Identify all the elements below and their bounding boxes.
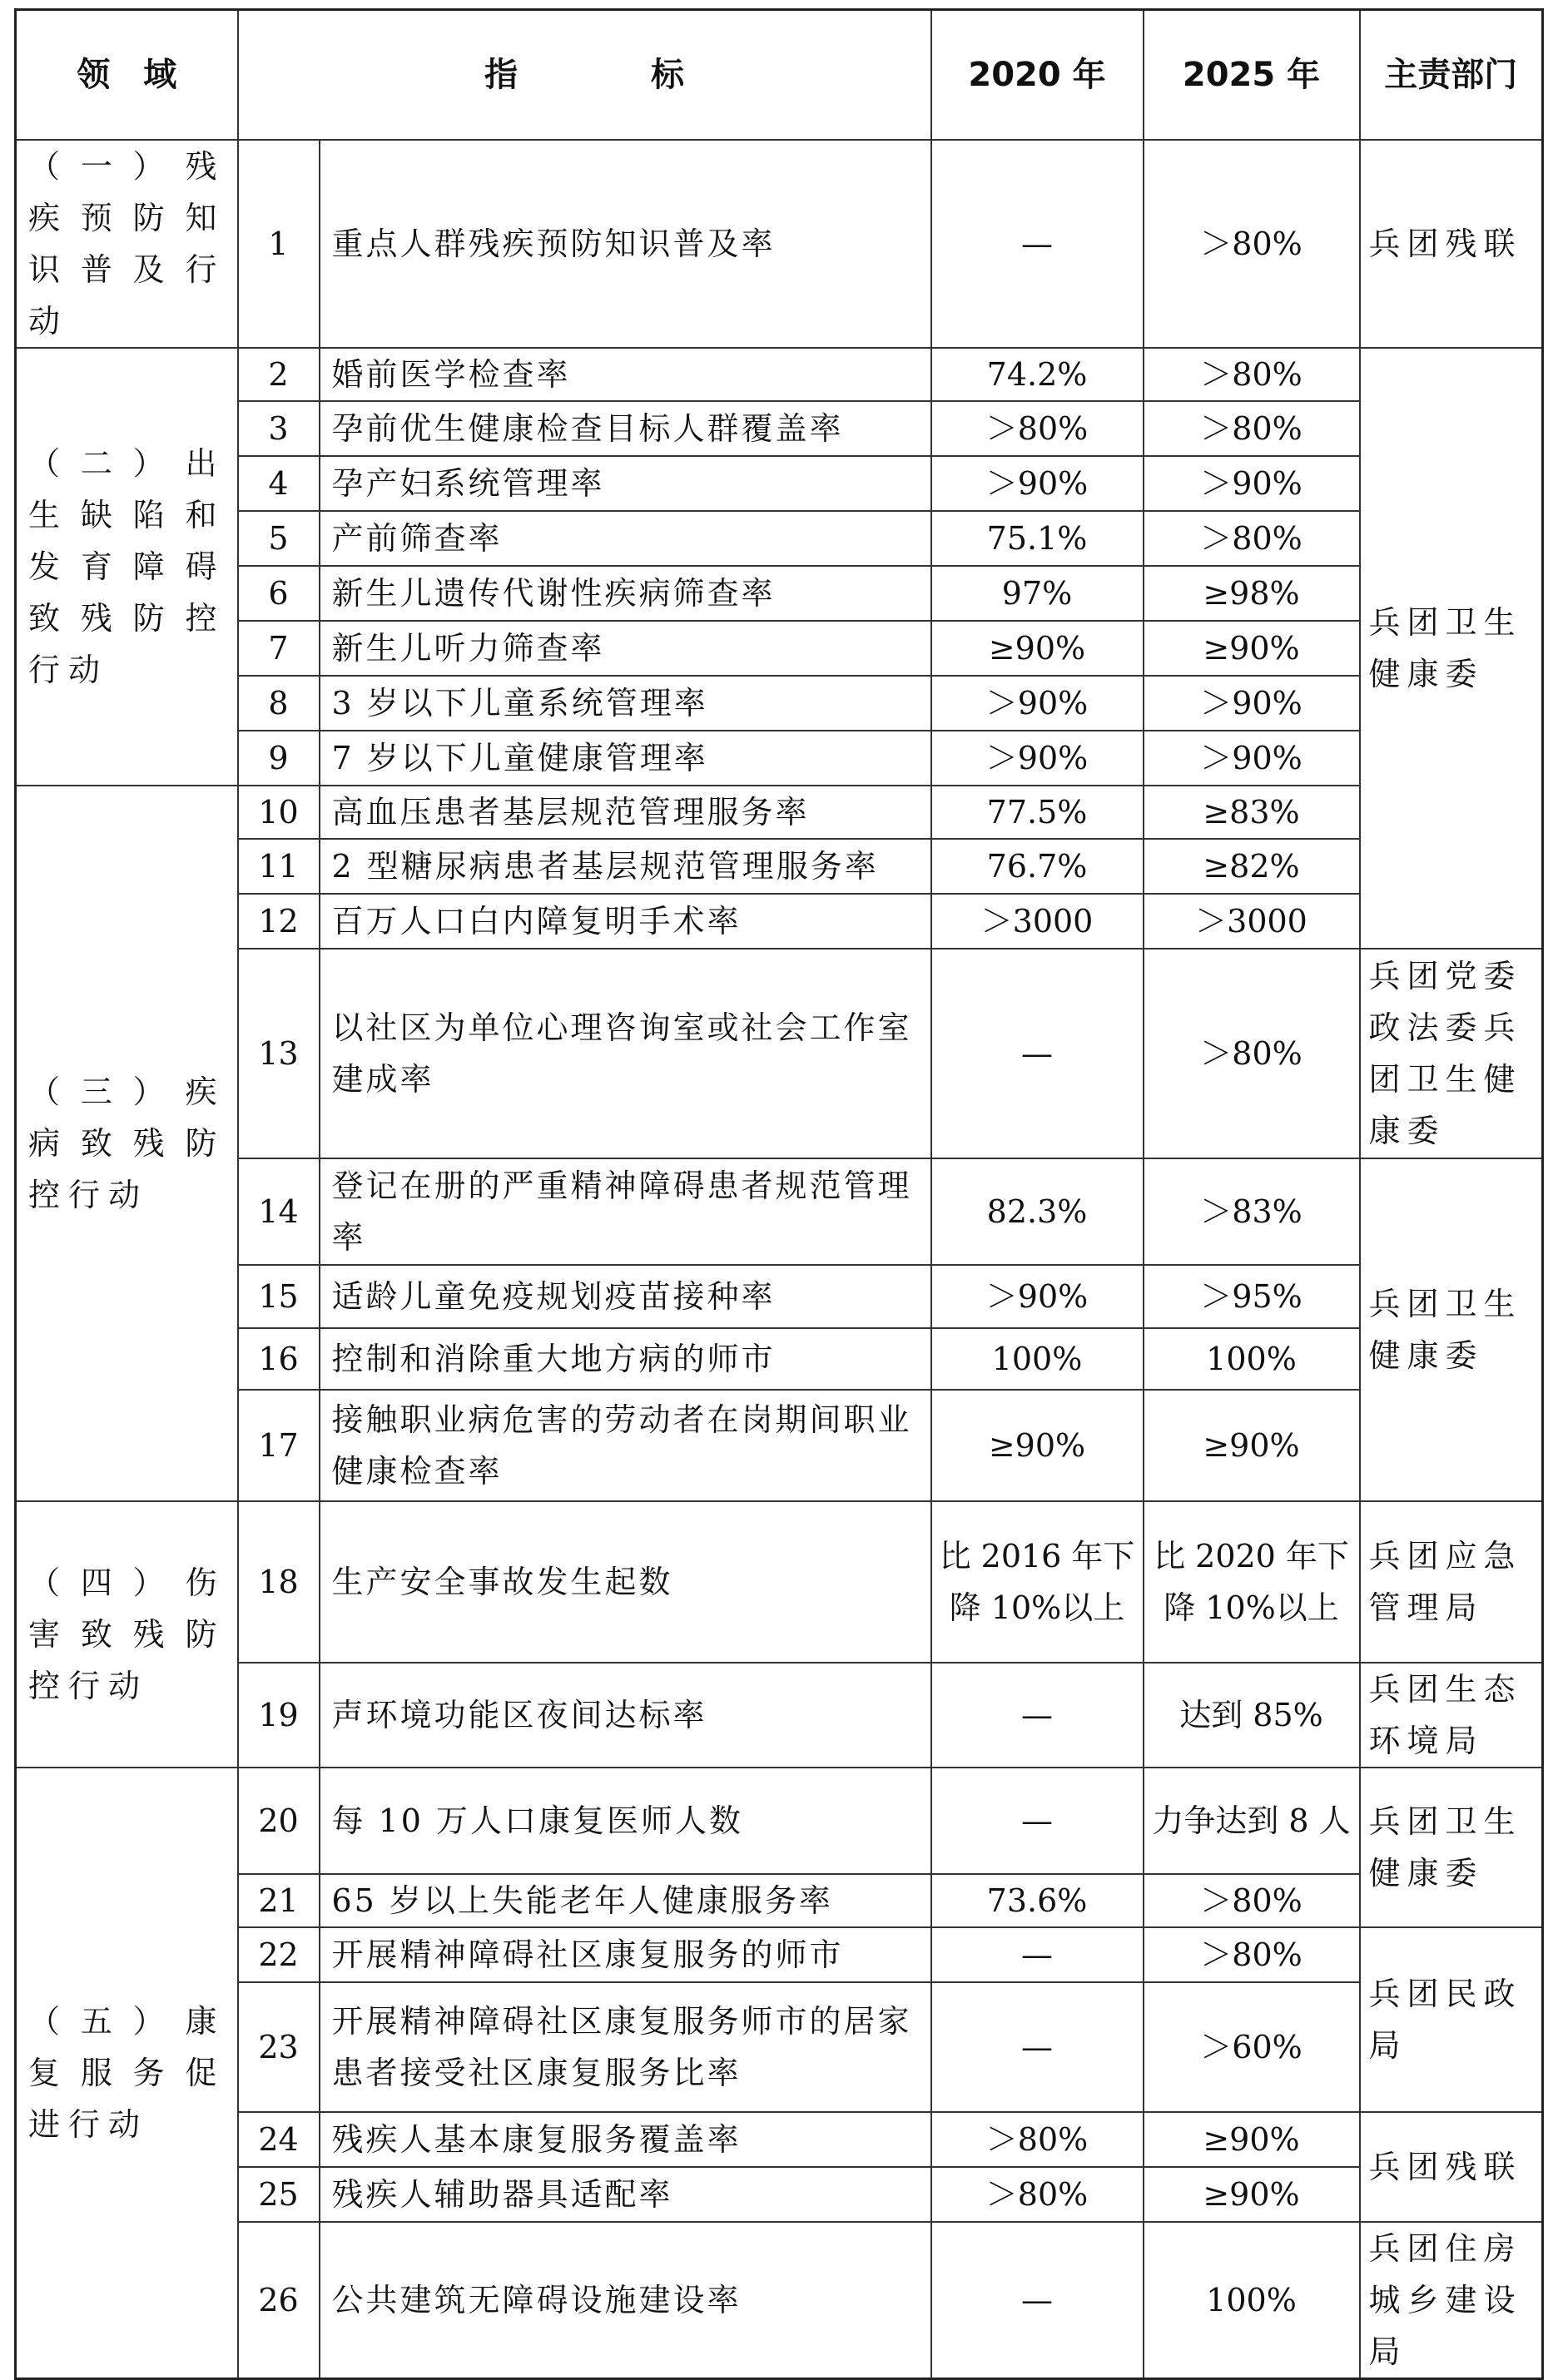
value-2020: 100%	[931, 1328, 1144, 1390]
indicator-cell: 开展精神障碍社区康复服务师市的居家患者接受社区康复服务比率	[320, 1982, 931, 2112]
row-number: 17	[238, 1390, 320, 1501]
value-2020: —	[931, 1768, 1144, 1874]
indicator-cell: 以社区为单位心理咨询室或社会工作室建成率	[320, 949, 931, 1158]
table-row	[16, 511, 1543, 566]
value-2025: ＞80%	[1144, 140, 1360, 348]
year-2025-header: 2025 年	[1144, 10, 1360, 140]
table-row	[16, 894, 1543, 949]
table-row	[16, 621, 1543, 676]
row-number: 24	[238, 2112, 320, 2167]
indicator-cell: 产前筛查率	[320, 511, 931, 566]
indicator-cell: 每 10 万人口康复医师人数	[320, 1768, 931, 1874]
dept-cell: 兵团残联	[1360, 2112, 1543, 2222]
table-row	[16, 2167, 1543, 2222]
value-2020: —	[931, 140, 1144, 348]
value-2025: ＞80%	[1144, 1874, 1360, 1927]
value-2020: —	[931, 1982, 1144, 2112]
indicator-cell: 控制和消除重大地方病的师市	[320, 1328, 931, 1390]
value-2020: 82.3%	[931, 1158, 1144, 1265]
row-number: 6	[238, 566, 320, 621]
section-name: （五）康复服务促进行动	[16, 1768, 238, 2379]
value-2020: —	[931, 949, 1144, 1158]
row-number: 10	[238, 786, 320, 839]
row-number: 13	[238, 949, 320, 1158]
value-2025: ≥98%	[1144, 566, 1360, 621]
row-number: 2	[238, 348, 320, 401]
indicator-cell: 残疾人基本康复服务覆盖率	[320, 2112, 931, 2167]
section-name: （三）疾病致残防控行动	[16, 786, 238, 1501]
value-2025: 达到 85%	[1144, 1663, 1360, 1768]
row-number: 19	[238, 1663, 320, 1768]
dept-cell: 兵团卫生健康委	[1360, 1768, 1543, 1927]
table-row	[16, 1501, 1543, 1663]
indicator-cell: 残疾人辅助器具适配率	[320, 2167, 931, 2222]
table-row	[16, 1663, 1543, 1768]
row-number: 3	[238, 401, 320, 456]
row-number: 9	[238, 731, 320, 786]
value-2020: 97%	[931, 566, 1144, 621]
value-2025: ≥90%	[1144, 1390, 1360, 1501]
header-row	[16, 10, 1543, 140]
value-2025: ＞90%	[1144, 456, 1360, 511]
table-row	[16, 1874, 1543, 1927]
value-2020: ＞90%	[931, 731, 1144, 786]
table-row	[16, 566, 1543, 621]
row-number: 18	[238, 1501, 320, 1663]
table-row	[16, 1265, 1543, 1328]
row-number: 15	[238, 1265, 320, 1328]
table-row	[16, 676, 1543, 731]
indicator-cell: 登记在册的严重精神障碍患者规范管理率	[320, 1158, 931, 1265]
value-2020: ＞90%	[931, 456, 1144, 511]
value-2025: ＞80%	[1144, 401, 1360, 456]
indicator-cell: 7 岁以下儿童健康管理率	[320, 731, 931, 786]
value-2020: ＞80%	[931, 2167, 1144, 2222]
table-row	[16, 949, 1543, 1158]
table-row	[16, 1927, 1543, 1982]
indicator-cell: 声环境功能区夜间达标率	[320, 1663, 931, 1768]
indicator-cell: 婚前医学检查率	[320, 348, 931, 401]
indicator-cell: 3 岁以下儿童系统管理率	[320, 676, 931, 731]
value-2025: ＞80%	[1144, 511, 1360, 566]
table-row	[16, 2222, 1543, 2379]
table-row	[16, 456, 1543, 511]
value-2020: —	[931, 1663, 1144, 1768]
indicator-cell: 公共建筑无障碍设施建设率	[320, 2222, 931, 2379]
value-2020: 76.7%	[931, 839, 1144, 894]
value-2025: 力争达到 8 人	[1144, 1768, 1360, 1874]
indicator-cell: 接触职业病危害的劳动者在岗期间职业健康检查率	[320, 1390, 931, 1501]
dept-cell: 兵团残联	[1360, 140, 1543, 348]
indicator-cell: 百万人口白内障复明手术率	[320, 894, 931, 949]
dept-cell: 兵团党委政法委兵团卫生健康委	[1360, 949, 1543, 1158]
value-2020: 77.5%	[931, 786, 1144, 839]
value-2025: ＞83%	[1144, 1158, 1360, 1265]
value-2020: ＞90%	[931, 1265, 1144, 1328]
section-name: （一）残疾预防知识普及行动	[16, 140, 238, 348]
value-2025: ＞80%	[1144, 348, 1360, 401]
row-number: 1	[238, 140, 320, 348]
table-row	[16, 839, 1543, 894]
indicator-table	[14, 8, 1544, 2380]
row-number: 14	[238, 1158, 320, 1265]
section-name: （四）伤害致残防控行动	[16, 1501, 238, 1768]
row-number: 25	[238, 2167, 320, 2222]
dept-cell: 兵团民政局	[1360, 1927, 1543, 2112]
value-2025: ≥90%	[1144, 621, 1360, 676]
dept-cell: 兵团住房城乡建设局	[1360, 2222, 1543, 2379]
value-2020: ＞80%	[931, 2112, 1144, 2167]
value-2020: ≥90%	[931, 621, 1144, 676]
value-2020: ≥90%	[931, 1390, 1144, 1501]
indicator-cell: 重点人群残疾预防知识普及率	[320, 140, 931, 348]
domain-header: 领 域	[16, 10, 238, 140]
dept-cell: 兵团卫生健康委	[1360, 1158, 1543, 1501]
row-number: 21	[238, 1874, 320, 1927]
value-2025: 100%	[1144, 1328, 1360, 1390]
value-2025: 100%	[1144, 2222, 1360, 2379]
table-row	[16, 2112, 1543, 2167]
value-2020: 75.1%	[931, 511, 1144, 566]
indicator-cell: 65 岁以上失能老年人健康服务率	[320, 1874, 931, 1927]
value-2025: ＞60%	[1144, 1982, 1360, 2112]
value-2025: ＞80%	[1144, 949, 1360, 1158]
value-2025: ≥83%	[1144, 786, 1360, 839]
value-2025: ＞90%	[1144, 676, 1360, 731]
dept-cell: 兵团应急管理局	[1360, 1501, 1543, 1663]
indicator-cell: 新生儿遗传代谢性疾病筛查率	[320, 566, 931, 621]
value-2025: ＞95%	[1144, 1265, 1360, 1328]
table-row	[16, 140, 1543, 348]
value-2025: ≥90%	[1144, 2112, 1360, 2167]
row-number: 23	[238, 1982, 320, 2112]
row-number: 8	[238, 676, 320, 731]
section-name: （二）出生缺陷和发育障碍致残防控行动	[16, 348, 238, 786]
dept-header: 主责部门	[1360, 10, 1543, 140]
indicator-header: 指 标	[238, 10, 931, 140]
row-number: 20	[238, 1768, 320, 1874]
row-number: 5	[238, 511, 320, 566]
value-2025: ＞3000	[1144, 894, 1360, 949]
value-2020: 比 2016 年下降 10%以上	[931, 1501, 1144, 1663]
year-2020-header: 2020 年	[931, 10, 1144, 140]
value-2020: 74.2%	[931, 348, 1144, 401]
value-2020: ＞3000	[931, 894, 1144, 949]
value-2020: ＞90%	[931, 676, 1144, 731]
table-row	[16, 1328, 1543, 1390]
indicator-cell: 孕前优生健康检查目标人群覆盖率	[320, 401, 931, 456]
table-row	[16, 1768, 1543, 1874]
table-row	[16, 348, 1543, 401]
row-number: 26	[238, 2222, 320, 2379]
table-row	[16, 731, 1543, 786]
table-row	[16, 1158, 1543, 1265]
dept-cell: 兵团生态环境局	[1360, 1663, 1543, 1768]
row-number: 11	[238, 839, 320, 894]
indicator-cell: 孕产妇系统管理率	[320, 456, 931, 511]
indicator-cell: 新生儿听力筛查率	[320, 621, 931, 676]
value-2025: ＞90%	[1144, 731, 1360, 786]
value-2025: ≥82%	[1144, 839, 1360, 894]
table-row	[16, 1982, 1543, 2112]
indicator-cell: 高血压患者基层规范管理服务率	[320, 786, 931, 839]
row-number: 4	[238, 456, 320, 511]
value-2020: ＞80%	[931, 401, 1144, 456]
indicator-cell: 开展精神障碍社区康复服务的师市	[320, 1927, 931, 1982]
dept-cell: 兵团卫生健康委	[1360, 348, 1543, 949]
row-number: 12	[238, 894, 320, 949]
value-2020: —	[931, 1927, 1144, 1982]
table-row	[16, 786, 1543, 839]
value-2025: ＞80%	[1144, 1927, 1360, 1982]
indicator-cell: 适龄儿童免疫规划疫苗接种率	[320, 1265, 931, 1328]
table-row	[16, 1390, 1543, 1501]
value-2020: 73.6%	[931, 1874, 1144, 1927]
table-row	[16, 401, 1543, 456]
row-number: 7	[238, 621, 320, 676]
indicator-cell: 生产安全事故发生起数	[320, 1501, 931, 1663]
indicator-cell: 2 型糖尿病患者基层规范管理服务率	[320, 839, 931, 894]
row-number: 16	[238, 1328, 320, 1390]
value-2020: —	[931, 2222, 1144, 2379]
row-number: 22	[238, 1927, 320, 1982]
value-2025: ≥90%	[1144, 2167, 1360, 2222]
value-2025: 比 2020 年下降 10%以上	[1144, 1501, 1360, 1663]
